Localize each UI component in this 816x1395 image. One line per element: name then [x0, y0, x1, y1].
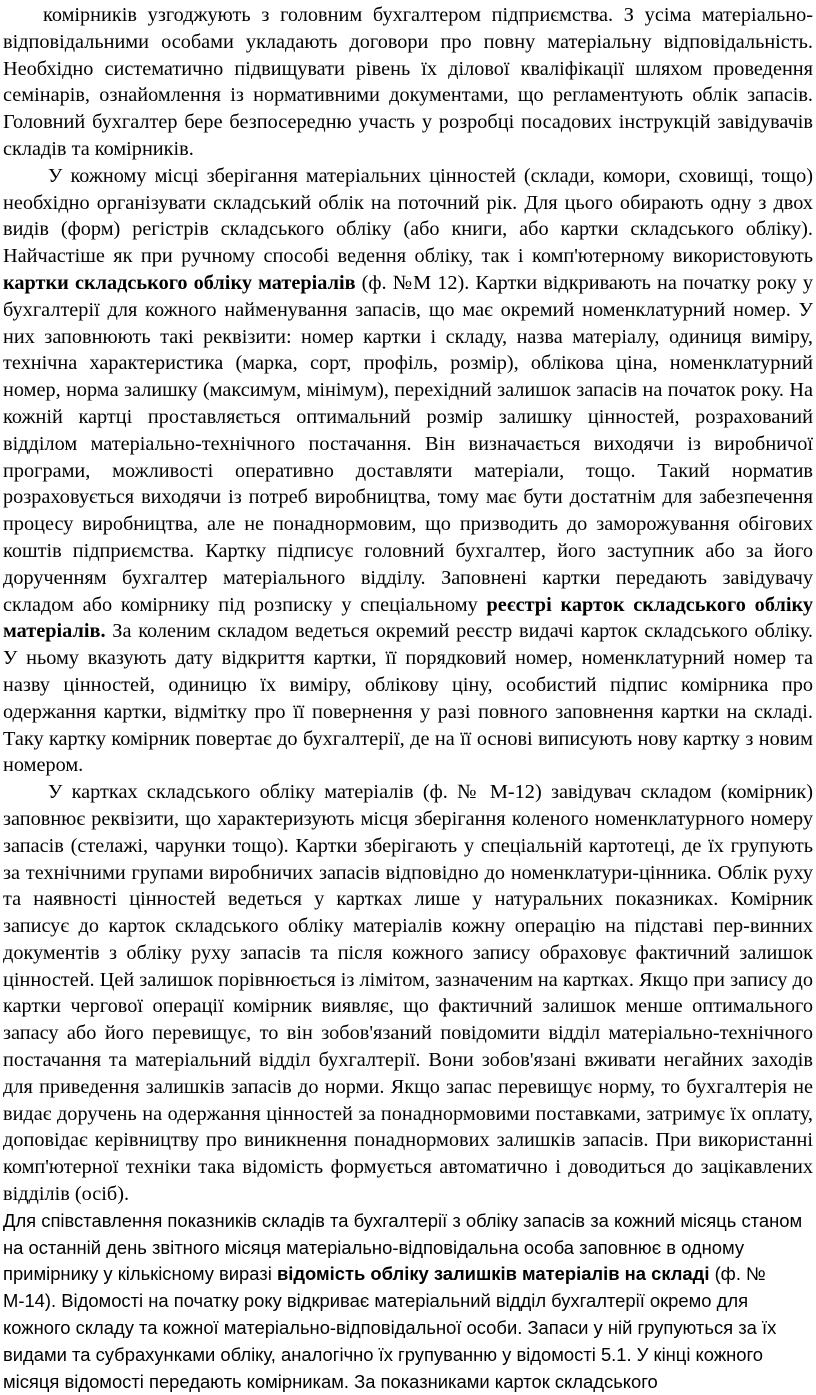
paragraph-4-text-a: Для співставлення показників складів та бухгалтерії з обліку запасів за кожний місяць станом на останній день звітного місяця матеріально-відповідальна особа заповнює в одному примірнику у кількісному виразі [3, 1209, 803, 1285]
term-card-register: реєстрі карток складського обліку матеріалів. [3, 593, 814, 643]
paragraph-2-text-c: За коленим складом ведеться окремий реєстр видачі карток складського обліку. У ньому вказують дату відкриття картки, її порядковий номер, номенклатурний номер та назву цінностей, одиницю їх виміру, облікову ціну, особистий підпис комірника про одержання картки, відмітку про її повернення у разі повного заповнення картки на складі. Таку картку комірник повертає до бухгалтерії, де на її основі виписують нову картку з новим номером. [3, 620, 813, 777]
term-balance-statement: відомість обліку залишків матеріалів на складі [276, 1263, 710, 1285]
paragraph-2-text-b: (ф. №М 12). Картки відкривають на початку року у бухгалтерії для кожного найменування запасів, що має окремий номенклатурний номер. У них заповнюють такі реквізити: номер картки і складу, назва матеріалу, одиниця виміру, технічна характеристика (марка, сорт, профіль, розмір), облікова ціна, номенклатурний номер, норма залишку (максимум, мінімум), перехідний залишок запасів на початок року. На кожній картці проставляється оптимальний розмір залишку цінностей, розрахований відділом матеріально-технічного постачання. Він визначається виходячи із виробничої програми, можливості оперативно доставляти матеріали, тощо. Такий норматив розраховується виходячи із потреб виробництва, тому має бути достатнім для забезпечення процесу виробництва, але не понаднормовим, що призводить до заморожування обігових коштів підприємства. Картку підписує головний бухгалтер, його заступник або за його дорученням бухгалтер матеріального відділу. Заповнені картки передають завідувачу складом або комірнику під розписку у спеціальному [3, 271, 813, 616]
paragraph-3 [3, 779, 813, 1208]
term-warehouse-cards: картки складського обліку матеріалів [3, 271, 356, 294]
paragraph-4 [3, 1208, 813, 1395]
paragraph-1-text: комірників узгоджують з головним бухгалтером підприємства. З усіма матеріально-відповідальними особами укладають договори про повну матеріальну відповідальність. Необхідно систематично підвищувати рівень їх ділової кваліфікації шляхом проведення семінарів, ознайомлення із нормативними документами, що регламентують облік запасів. Головний бухгалтер бере безпосередню участь у розробці посадових інструкцій завідувачів складів та комірників. [3, 4, 813, 160]
paragraph-4-text-b: (ф. № М-14). Відомості на початку року відкриває матеріальний відділ бухгалтерії окремо для кожного складу та кожної матеріально-відповідальної особи. Запаси у ній групуються за їх видами та субрахунками обліку, аналогічно їх групуванню у відомості 5.1. У кінці кожного місяця відомості передають комірникам. За показниками карток складського [3, 1263, 777, 1392]
paragraph-2 [3, 163, 813, 779]
paragraph-2-text-a: У кожному місці зберігання матеріальних цінностей (склади, комори, сховищі, тощо) необхідно організувати складський облік на поточний рік. Для цього обирають одну з двох видів (форм) регістрів складського обліку (або книги, або картки складського обліку). Найчастіше як при ручному способі ведення обліку, так і комп'ютерному використовують [3, 164, 813, 268]
paragraph-1 [3, 2, 813, 163]
paragraph-3-text: У картках складського обліку матеріалів (ф. № М-12) завідувач складом (комірник) заповнює реквізити, що характеризують місця зберігання коленого номенклатурного номеру запасів (стелажі, чарунки тощо). Картки зберігають у спеціальній картотеці, де їх групують за технічними групами виробничих запасів відповідно до номенклатури-цінника. Облік руху та наявності цінностей ведеться у картках лише у натуральних показниках. Комірник записує до карток складського обліку матеріалів кожну операцію на підставі пер-винних документів з обліку руху запасів та після кожного запису обраховує фактичний залишок цінностей. Цей залишок порівнюється із лімітом, зазначеним на картках. Якщо при запису до картки чергової операції комірник виявляє, що фактичний залишок менше оптимального запасу або його перевищує, то він зобов'язаний повідомити відділ матеріально-технічного постачання та матеріальний відділ бухгалтерії. Вони зобов'язані вживати негайних заходів для приведення залишків запасів до норми. Якщо запас перевищує норму, то бухгалтерія не видає доручень на одержання цінностей за понаднормовими поставками, затримує їх оплату, доповідає керівництву про виникнення понаднормових залишків запасів. При використанні комп'ютерної техніки така відомість формується автоматично і доводиться до зацікавлених відділів (осіб). [3, 781, 813, 1206]
